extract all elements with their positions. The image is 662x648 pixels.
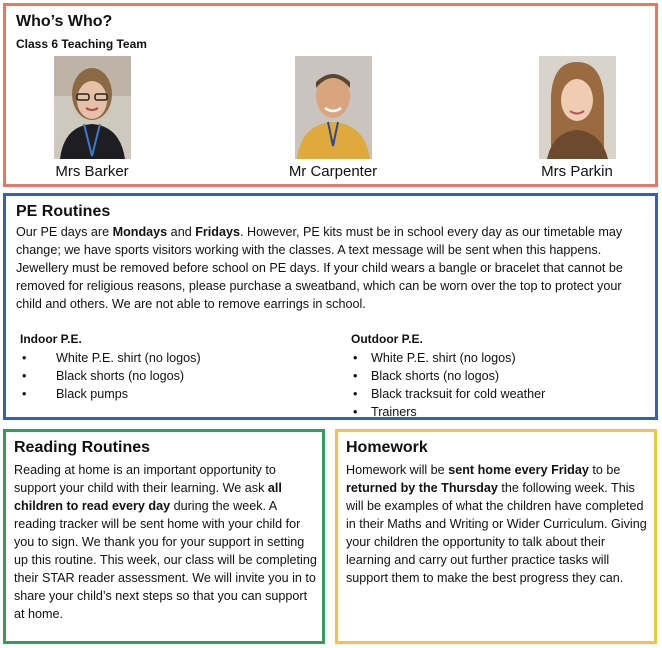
pe-paragraph-days: Our PE days are Mondays and Fridays. However, PE kits must be in school every day as our timetable may change; we have sports visitors working with the classes. A text message will be sent when this happens. [16,225,623,257]
pe-text [16,223,646,313]
list-item: • Black tracksuit for cold weather [353,387,546,401]
pe-paragraph-jewellery: Jewellery must be removed before school on PE days. If your child wears a bangle or bracelet that cannot be removed for religious reasons, please purchase a sweatband, which can be worn over the top to protect your child and others. We are not able to remove earrings in school. [16,261,623,311]
staff-name-carpenter: Mr Carpenter [288,163,378,180]
pe-routines-section [3,193,658,420]
staff-photo-barker [54,56,131,159]
outdoor-pe-heading: Outdoor P.E. [351,332,423,346]
indoor-pe-list [20,332,320,403]
staff-photo-parkin [539,56,616,159]
list-item: • Black shorts (no logos) [353,369,500,383]
staff-name-parkin: Mrs Parkin [541,163,613,180]
staff-card-parkin [507,56,647,182]
staff-name-barker: Mrs Barker [55,163,129,180]
list-item: • White P.E. shirt (no logos) [22,351,201,365]
staff-card-barker [22,56,162,182]
staff-card-carpenter [263,56,403,182]
outdoor-pe-list [351,332,651,421]
homework-title: Homework [346,439,428,456]
whos-who-subtitle: Class 6 Teaching Team [16,37,147,51]
indoor-pe-heading: Indoor P.E. [20,332,82,346]
reading-text: Reading at home is an important opportunity to support your child with their learning. We ask all children to read every day during the week. A reading tracker will be sent home with your child for you to sign. We thank you for your support in setting up this routine. This week, our class will be completing their STAR reader assessment. We will invite you in to share your child’s next steps so that you can support at home. [14,463,317,621]
list-item: • Black shorts (no logos) [22,369,185,383]
reading-routines-section [3,429,325,644]
homework-text: Homework will be sent home every Friday to be returned by the Thursday the following week. This will be examples of what the children have completed in their Maths and Writing or Wider Curriculum. Giving your children the opportunity to talk about their learning and carry out further practice tasks will support them to make the best progress they can. [346,463,647,585]
whos-who-title: Who’s Who? [16,13,113,30]
reading-title: Reading Routines [14,439,151,456]
list-item: • Black pumps [22,387,129,401]
staff-photo-carpenter [295,56,372,159]
pe-title: PE Routines [16,203,111,220]
list-item: • Trainers [353,405,417,419]
whos-who-section [3,3,658,187]
list-item: • White P.E. shirt (no logos) [353,351,516,365]
homework-section [335,429,657,644]
